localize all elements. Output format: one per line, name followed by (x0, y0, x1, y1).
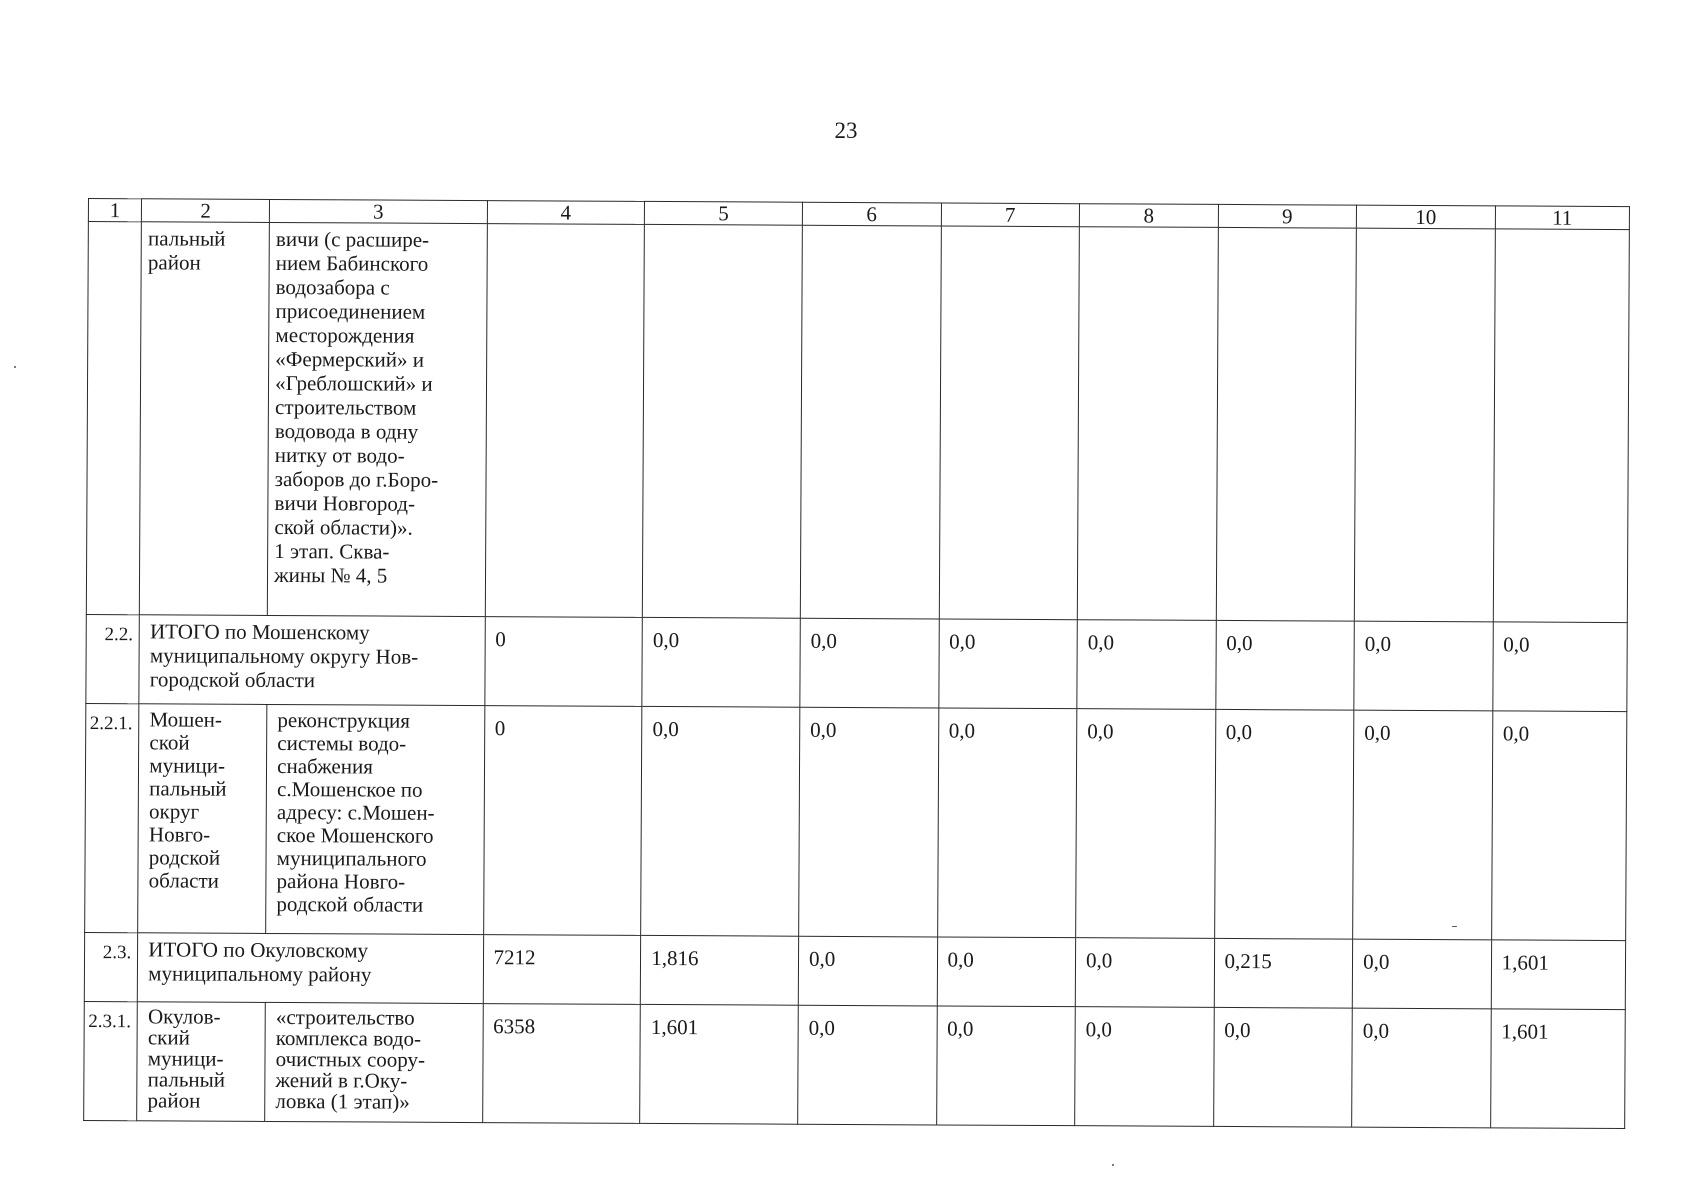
table-row (86, 614, 1627, 711)
value-cell (939, 226, 1080, 620)
value-cell: 0,0 (800, 618, 939, 708)
column-header: 6 (802, 202, 941, 226)
value-cell: 0,0 (1352, 1008, 1491, 1128)
value-cell: 6358 (482, 1004, 640, 1124)
value-cell: 0,0 (798, 1005, 937, 1125)
total-label: ИТОГО по Мошенскому муниципальному округу Нов- городской области (139, 615, 485, 706)
value-cell: 7212 (483, 935, 641, 1005)
column-header: 11 (1495, 206, 1629, 230)
column-header: 2 (142, 199, 270, 223)
table-row (84, 932, 1625, 1009)
value-cell: 0,0 (1214, 709, 1354, 939)
scan-speck (14, 366, 16, 368)
column-header: 1 (88, 199, 141, 222)
value-cell: 0,0 (1077, 620, 1216, 710)
value-cell: 1,601 (1491, 940, 1626, 1010)
municipality-cell: Мошен- ской муници- пальный округ Новго- родской области (138, 704, 267, 934)
column-header: 3 (270, 199, 488, 223)
value-cell: 0,0 (1354, 621, 1493, 711)
value-cell: 0,0 (1075, 1007, 1214, 1127)
row-number (86, 222, 141, 615)
value-cell: 0,0 (1352, 939, 1491, 1009)
object-cell: «строительство комплекса водо- очистных соору- жений в г.Оку- ловка (1 этап)» (265, 1002, 483, 1122)
table-row (85, 703, 1627, 940)
value-cell: 0,0 (937, 708, 1077, 938)
value-cell: 0,0 (1213, 1007, 1352, 1127)
scan-speck (1452, 926, 1457, 927)
value-cell: 0,0 (799, 707, 939, 937)
column-header: 7 (941, 203, 1080, 227)
row-number: 2.2.1. (85, 703, 139, 932)
value-cell: 0,0 (642, 617, 800, 707)
column-header: 5 (645, 201, 803, 225)
value-cell (1354, 228, 1495, 622)
value-cell: 0,0 (1076, 709, 1216, 939)
value-cell: 0,0 (1491, 711, 1627, 941)
value-cell: 0,0 (1353, 710, 1493, 940)
value-cell: 0,215 (1214, 938, 1353, 1008)
value-cell (485, 224, 645, 618)
value-cell: 1,601 (1490, 1009, 1625, 1129)
value-cell: 0,0 (798, 936, 937, 1006)
table-row (86, 222, 1629, 623)
table-row (84, 1001, 1626, 1128)
data-table (83, 198, 1630, 1129)
value-cell: 1,816 (641, 935, 799, 1005)
value-cell: 0,0 (1492, 622, 1627, 712)
municipality-cell: пальный район (140, 222, 270, 616)
row-number: 2.3.1. (84, 1001, 138, 1120)
value-cell: 0,0 (938, 619, 1077, 709)
value-cell: 0,0 (1215, 620, 1354, 710)
value-cell: 0 (484, 617, 642, 707)
value-cell: 0,0 (936, 1006, 1075, 1126)
value-cell (1216, 227, 1357, 621)
value-cell (800, 225, 941, 619)
value-cell (643, 224, 803, 618)
value-cell: 0,0 (937, 937, 1076, 1007)
column-header: 4 (487, 201, 645, 225)
municipality-cell: Окулов- ский муници- пальный район (137, 1002, 265, 1122)
value-cell: 1,601 (640, 1004, 798, 1124)
value-cell: 0,0 (1075, 938, 1214, 1008)
object-cell: вичи (с расшире- нием Бабинского водозабора с присоединением месторождения «Фермерский» и «Греблошский» и строительством водовода в одну нитку от водо- заборов до г.Боро- вичи Новгород- ской области)». 1 этап. Сква- жины № 4, 5 (267, 222, 486, 616)
row-number: 2.3. (84, 932, 138, 1001)
value-cell: 0 (483, 706, 642, 936)
page-number: 23 (834, 118, 858, 143)
row-number: 2.2. (86, 614, 140, 703)
column-header: 10 (1356, 205, 1495, 229)
value-cell (1493, 229, 1629, 623)
value-cell: 0,0 (641, 706, 800, 936)
scan-speck (1112, 1164, 1114, 1166)
column-header: 9 (1218, 204, 1357, 228)
object-cell: реконструкция системы водо- снабжения с.Мошенское по адресу: с.Мошен- ское Мошенского муниципального района Новго- родской области (266, 704, 485, 934)
total-label: ИТОГО по Окуловскому муниципальному району (138, 933, 484, 1004)
value-cell (1077, 227, 1218, 621)
column-header: 8 (1079, 204, 1218, 228)
